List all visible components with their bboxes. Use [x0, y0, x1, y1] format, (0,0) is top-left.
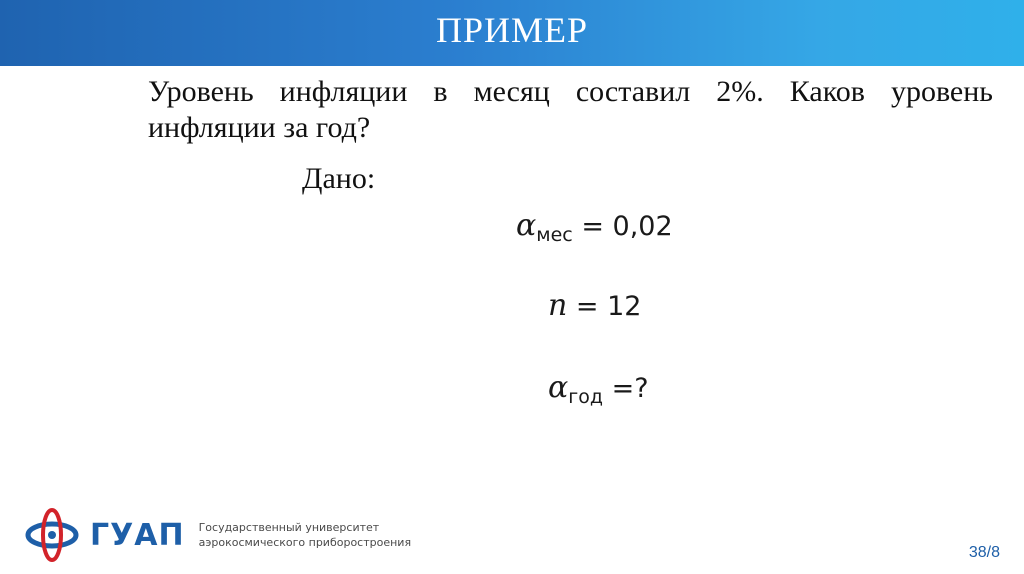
guap-emblem-icon — [24, 507, 80, 563]
formula-symbol: α — [548, 370, 569, 405]
university-name-line1: Государственный университет — [198, 521, 380, 534]
slide-header — [0, 0, 1024, 66]
university-name — [199, 520, 412, 550]
problem-statement: Уровень инфляции в месяц составил 2%. Каков уровень инфляции за год? — [148, 75, 993, 144]
university-logo — [24, 505, 411, 565]
formula-rhs: = 12 — [567, 291, 642, 322]
given-label: Дано: — [302, 162, 376, 195]
formula-symbol: n — [548, 288, 568, 323]
logo-abbreviation: ГУАП — [90, 517, 185, 553]
page-number: 38/8 — [968, 544, 1000, 561]
formula-rhs: =? — [603, 373, 649, 404]
formula-rhs: = 0,02 — [572, 211, 673, 242]
formula-subscript: мес — [536, 224, 573, 246]
slide-title: ПРИМЕР — [435, 10, 589, 50]
formula-monthly-rate — [516, 208, 673, 246]
formula-annual-rate — [548, 370, 649, 408]
university-name-line2: аэрокосмического приборостроения — [198, 536, 412, 549]
formula-periods — [548, 288, 641, 323]
formula-subscript: год — [568, 386, 604, 408]
formula-symbol: α — [516, 208, 537, 243]
